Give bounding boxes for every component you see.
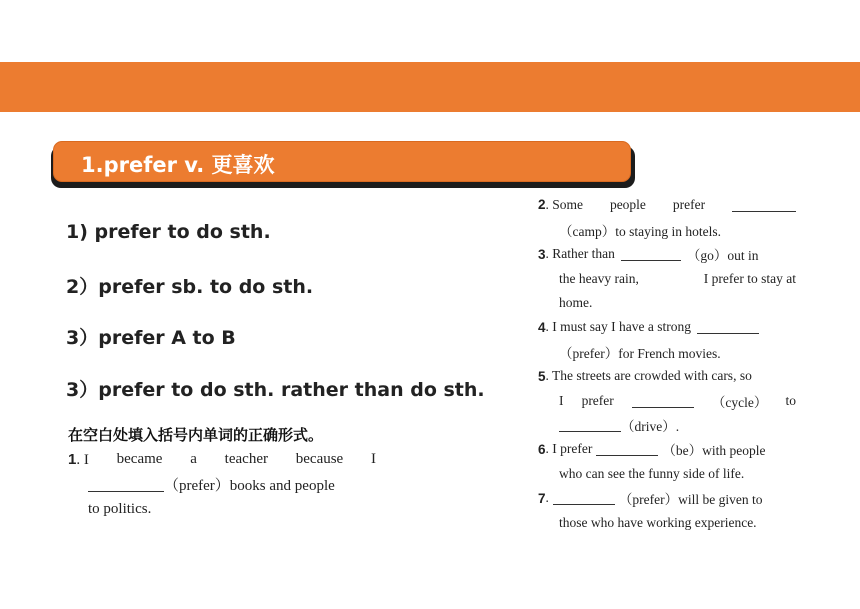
- answer-blank: [559, 418, 621, 432]
- exercise-word: to: [785, 392, 796, 408]
- exercise-line: [538, 437, 796, 462]
- exercise-word: . I must say I have a strong: [545, 319, 691, 335]
- answer-blank: [632, 394, 694, 408]
- exercise-word: a: [190, 451, 197, 467]
- answer-blank: [621, 247, 681, 261]
- exercise-word: . The streets are crowded with cars, so: [545, 368, 752, 384]
- exercise-word: 1. I: [68, 450, 89, 468]
- exercise-text: I prefer to stay at: [703, 270, 796, 286]
- exercise-line: [68, 497, 376, 522]
- exercise-line: [538, 389, 796, 414]
- exercise-number: 5: [538, 368, 546, 384]
- exercise-line: [538, 511, 796, 536]
- exercise-text: who can see the funny side of life.: [559, 465, 745, 481]
- exercise-word: （prefer）will be given to: [618, 492, 763, 508]
- exercise-4: [538, 315, 796, 364]
- exercise-number: 1: [68, 450, 77, 468]
- exercise-word: 2. Some: [538, 197, 584, 213]
- exercise-word: .: [545, 490, 549, 506]
- usage-line-1: 1) prefer to do sth.: [66, 221, 271, 243]
- exercise-text: （camp）to staying in hotels.: [559, 223, 721, 239]
- exercise-word: people: [609, 197, 646, 213]
- answer-blank: [88, 478, 164, 492]
- exercise-6: [538, 437, 796, 486]
- exercise-word: （go）out in: [686, 248, 759, 264]
- exercise-line: [538, 413, 796, 438]
- exercise-line: [538, 486, 796, 511]
- usage-line-3: 3）prefer A to B: [66, 327, 236, 349]
- exercise-number: 2: [538, 197, 546, 213]
- exercise-line: [538, 193, 796, 218]
- exercise-line: [538, 291, 796, 316]
- exercise-text: those who have working experience.: [559, 514, 757, 530]
- exercise-line: [538, 267, 796, 292]
- exercise-2: [538, 193, 796, 242]
- answer-blank: [596, 442, 658, 456]
- exercise-number: 3: [538, 246, 546, 262]
- exercise-instruction: 在空白处填入括号内单词的正确形式。: [68, 426, 324, 444]
- exercise-word: I: [559, 392, 564, 408]
- page-title: 1.prefer v. 更喜欢: [81, 153, 275, 177]
- exercise-number: 6: [538, 441, 546, 457]
- exercise-word: became: [116, 451, 163, 467]
- exercise-line: [538, 340, 796, 365]
- exercise-number: 7: [538, 490, 546, 506]
- exercise-line: [68, 447, 376, 472]
- exercise-1: [68, 447, 376, 522]
- title-bar: [53, 141, 631, 182]
- exercise-text: home.: [559, 295, 593, 311]
- exercise-line: [538, 315, 796, 340]
- answer-blank: [553, 491, 615, 505]
- exercise-word: because: [295, 451, 344, 467]
- exercise-text: （drive）.: [621, 419, 680, 435]
- exercise-line: [538, 218, 796, 243]
- answer-blank: [732, 198, 796, 212]
- exercise-5: [538, 364, 796, 438]
- exercise-word: . I prefer: [545, 441, 593, 457]
- exercise-number: 4: [538, 319, 546, 335]
- exercise-word: prefer: [672, 197, 706, 213]
- exercise-word: I: [371, 451, 376, 467]
- exercise-text: the heavy rain,: [559, 270, 639, 286]
- usage-line-2: 2）prefer sb. to do sth.: [66, 276, 314, 298]
- answer-blank: [697, 320, 759, 334]
- exercise-word: prefer: [581, 392, 614, 408]
- exercise-text: to politics.: [88, 501, 152, 517]
- exercise-word: . Rather than: [545, 246, 615, 262]
- exercise-3: [538, 242, 796, 316]
- exercise-line: [68, 472, 376, 497]
- exercise-text: （prefer）for French movies.: [559, 345, 721, 361]
- usage-line-4: 3）prefer to do sth. rather than do sth.: [66, 379, 485, 401]
- exercise-7: [538, 486, 796, 535]
- exercise-text: （prefer）books and people: [164, 478, 335, 494]
- exercise-line: [538, 462, 796, 487]
- exercise-line: [538, 242, 796, 267]
- exercise-word: （be）with people: [662, 443, 766, 459]
- top-orange-band: [0, 62, 860, 112]
- exercise-word: （cycle）: [711, 394, 768, 410]
- exercise-line: [538, 364, 796, 389]
- exercise-word: teacher: [224, 451, 268, 467]
